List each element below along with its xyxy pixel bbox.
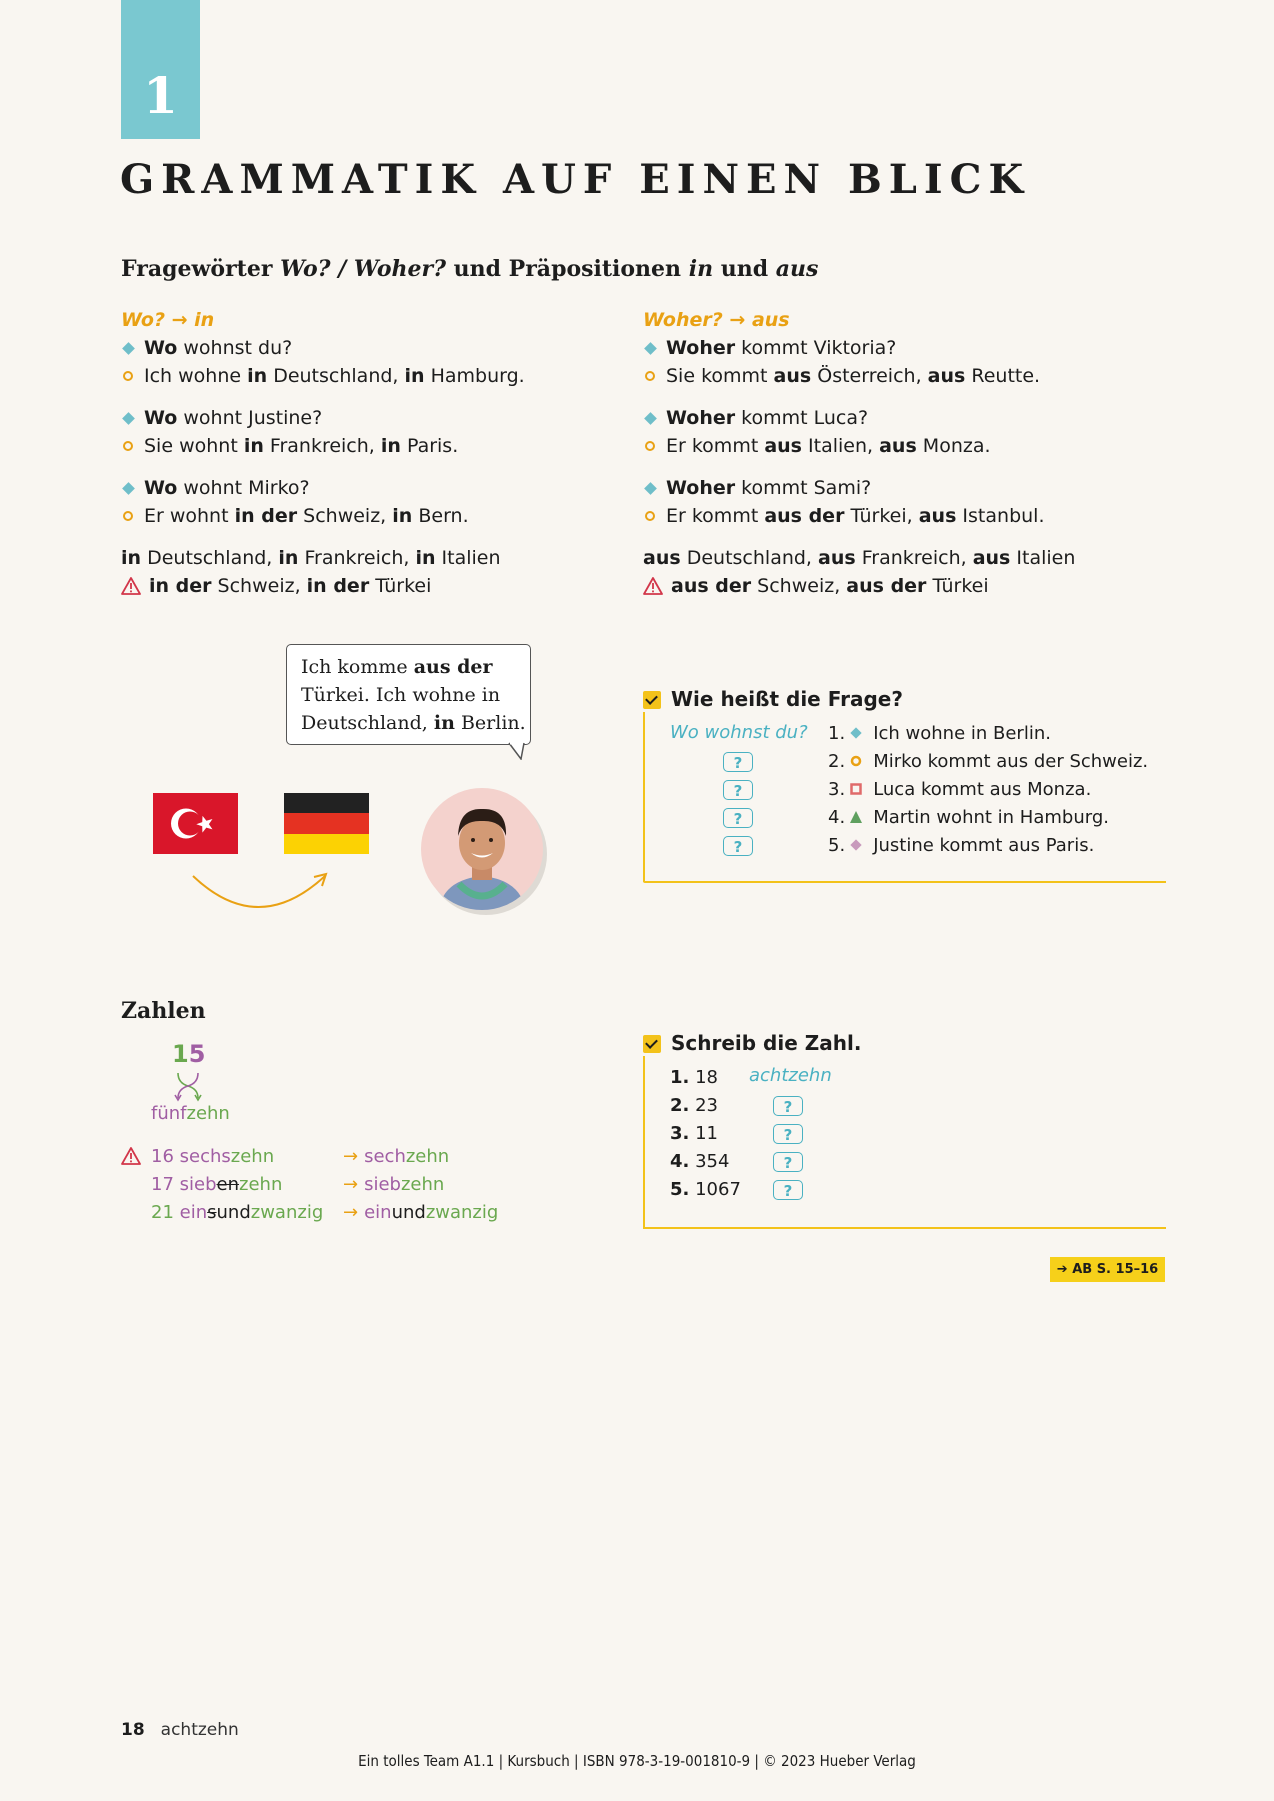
rule-row-17: 17 siebenzehn → siebzehn [151,1174,445,1195]
exercise-item: 3. 11 [670,1123,719,1144]
answer-line: Sie kommt aus Österreich, aus Reutte. [643,362,1143,390]
summary-warning-line: aus der Schweiz, aus der Türkei [643,572,1143,600]
answer-line: Ich wohne in Deutschland, in Hamburg. [121,362,621,390]
answer-line: Er kommt aus Italien, aus Monza. [643,432,1143,460]
exercise-item: 2. Mirko kommt aus der Schweiz. [828,751,1149,772]
question-line: Woher kommt Viktoria? [643,334,1143,362]
answer-input-placeholder[interactable]: ? [723,780,753,800]
exercise-border-left [643,1056,645,1228]
checkbox-icon [643,1035,661,1053]
question-line: Woher kommt Luca? [643,404,1143,432]
exercise-wie-heisst-die-frage [643,687,903,711]
chapter-tab [121,0,200,139]
section-title-fragewoerter: Fragewörter Wo? / Woher? und Präpositionen in und aus [121,256,819,282]
answer-input-placeholder[interactable]: ? [773,1152,803,1172]
number-fifteen: 15 [172,1040,206,1068]
woher-heading: Woher? → aus [643,309,790,331]
circle-icon [123,441,133,451]
answer-input-placeholder[interactable]: ? [773,1096,803,1116]
diamond-icon [122,482,135,495]
warning-icon [643,575,663,603]
exercise-item: 5. Justine kommt aus Paris. [828,835,1095,856]
arrow-icon: → [343,1146,359,1167]
wo-heading: Wo? → in [121,309,215,331]
exercise-item: 4. 354 [670,1151,730,1172]
exercise-title: Wie heißt die Frage? [643,687,903,711]
circle-icon [645,371,655,381]
turkey-flag-icon [153,793,238,854]
arrow-icon: → [343,1202,359,1223]
exercise-schreib-die-zahl [643,1031,861,1055]
question-line: Wo wohnt Justine? [121,404,621,432]
circle-icon [123,371,133,381]
answer-input-placeholder[interactable]: ? [723,836,753,856]
answer-input-placeholder[interactable]: ? [723,808,753,828]
woher-column [643,306,1143,600]
summary-warning-line: in der Schweiz, in der Türkei [121,572,621,600]
exercise-item: 5. 1067 [670,1179,741,1200]
warning-icon [121,575,141,603]
exercise-item: 2. 23 [670,1095,719,1116]
chapter-number: 1 [143,66,178,125]
example-answer: Wo wohnst du? [670,722,808,743]
arrow-icon: → [343,1174,359,1195]
section-title-zahlen: Zahlen [121,998,206,1024]
word-fuenfzehn: fünfzehn [151,1103,230,1124]
answer-line: Sie wohnt in Frankreich, in Paris. [121,432,621,460]
question-line: Wo wohnst du? [121,334,621,362]
exercise-border-bottom [643,1227,1166,1229]
diamond-blue-icon [849,721,863,735]
answer-input-placeholder[interactable]: ? [773,1180,803,1200]
diamond-pink-icon [849,833,863,847]
warning-icon [121,1147,141,1169]
exercise-border-bottom [643,881,1166,883]
workbook-reference-badge[interactable]: ➔ AB S. 15–16 [1050,1257,1165,1282]
page-number: 18 achtzehn [121,1720,239,1740]
exercise-title: Schreib die Zahl. [643,1031,861,1055]
diamond-icon [122,342,135,355]
student-photo [421,788,543,910]
germany-flag-icon [284,793,369,854]
diamond-icon [644,412,657,425]
circle-icon [645,441,655,451]
answer-line: Er kommt aus der Türkei, aus Istanbul. [643,502,1143,530]
rule-row-16: 16 sechszehn → sechzehn [151,1146,450,1167]
triangle-green-icon [849,805,863,819]
number-rules [151,1143,499,1227]
question-line: Woher kommt Sami? [643,474,1143,502]
imprint: Ein tolles Team A1.1 | Kursbuch | ISBN 978-3-19-001810-9 | © 2023 Hueber Verlag [358,1752,916,1770]
swap-arrows-icon [172,1071,204,1103]
answer-input-placeholder[interactable]: ? [723,752,753,772]
circle-orange-icon [849,749,863,763]
page-title: GRAMMATIK AUF EINEN BLICK [120,156,1031,203]
speech-bubble-tail [508,742,530,760]
answer-input-placeholder[interactable]: ? [773,1124,803,1144]
diamond-icon [644,342,657,355]
question-line: Wo wohnt Mirko? [121,474,621,502]
exercise-item: 1. Ich wohne in Berlin. [828,723,1051,744]
arrow-icon: ➔ [1056,1262,1073,1277]
speech-bubble: Ich komme aus der Türkei. Ich wohne in Deutschland, in Berlin. [286,644,531,745]
exercise-item: 1. 18 [670,1067,719,1088]
circle-icon [645,511,655,521]
summary-line: in Deutschland, in Frankreich, in Italien [121,547,501,569]
example-answer: achtzehn [749,1065,832,1086]
rule-row-21: 21 einsundzwanzig → einundzwanzig [151,1202,499,1223]
exercise-border-left [643,712,645,882]
diamond-icon [644,482,657,495]
summary-line: aus Deutschland, aus Frankreich, aus Italien [643,547,1076,569]
answer-line: Er wohnt in der Schweiz, in Bern. [121,502,621,530]
diamond-icon [122,412,135,425]
exercise-item: 3. Luca kommt aus Monza. [828,779,1092,800]
curved-arrow-icon [188,868,333,918]
circle-icon [123,511,133,521]
exercise-item: 4. Martin wohnt in Hamburg. [828,807,1109,828]
wo-column [121,306,621,600]
checkbox-icon [643,691,661,709]
square-red-icon [849,777,863,791]
